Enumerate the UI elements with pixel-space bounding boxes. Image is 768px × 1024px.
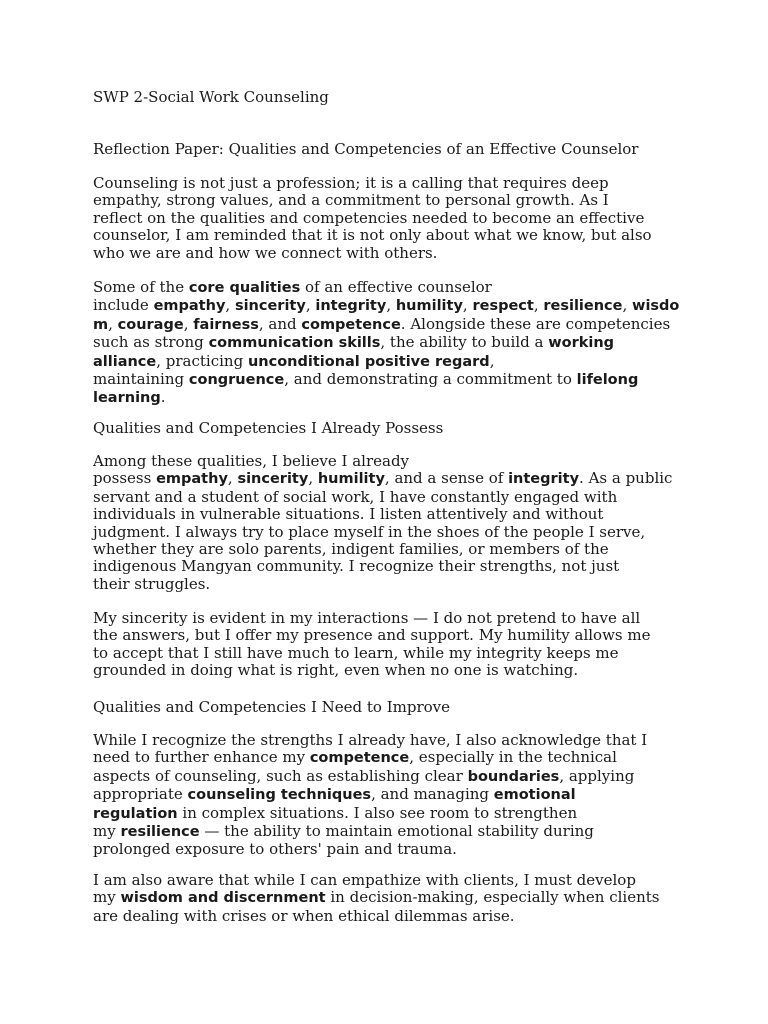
text-line (93, 786, 683, 804)
text-line (93, 541, 683, 558)
improve-paragraph (93, 732, 683, 859)
text-line (93, 732, 683, 749)
text-run: of an effective counselor (300, 278, 492, 296)
text-line: reflect on the qualities and competencies needed to become an effective (93, 208, 645, 227)
keyword: competence (309, 750, 410, 767)
text-run: in complex situations. I also see room to strengthen (177, 803, 578, 822)
text-line (93, 872, 683, 889)
text-line: the answers, but I offer my presence and support. My humility allows me (93, 626, 651, 645)
keyword: integrity (508, 471, 580, 488)
text-run: , applying (559, 766, 635, 785)
intro-paragraph (93, 175, 683, 262)
text-run: maintaining (93, 370, 189, 389)
text-line (93, 889, 683, 907)
wisdom-paragraph (93, 872, 683, 925)
keyword: core qualities (188, 280, 301, 296)
text-line (93, 749, 683, 767)
keyword: working (548, 335, 615, 352)
text-line (93, 297, 683, 315)
text-run: my (93, 888, 121, 907)
keyword: congruence (188, 372, 285, 389)
keyword: emotional (493, 787, 576, 804)
keyword: sincerity (234, 298, 306, 315)
keyword: courage (117, 316, 184, 333)
text-run: my (93, 822, 121, 841)
text-run: , (622, 296, 633, 315)
keyword: resilience (120, 824, 200, 841)
text-line (93, 279, 683, 297)
keyword: empathy (156, 471, 228, 488)
keyword: humility (317, 471, 385, 488)
keyword: wisdo (632, 298, 680, 315)
text-run: servant and a student of social work, I have constantly engaged with (93, 487, 618, 506)
keyword: boundaries (467, 768, 560, 785)
text-run: , (533, 296, 544, 315)
text-run: . (160, 388, 166, 407)
text-line (93, 453, 683, 470)
text-line (93, 768, 683, 786)
text-run: , (108, 314, 118, 333)
sincerity-paragraph (93, 610, 683, 680)
keyword: respect (472, 298, 534, 315)
text-line (93, 316, 683, 334)
keyword: learning (93, 390, 161, 407)
keyword: lifelong (576, 372, 639, 389)
text-line: to accept that I still have much to learn, while my integrity keeps me (93, 643, 619, 662)
text-line: empathy, strong values, and a commitment to personal growth. As I (93, 191, 609, 210)
text-run: , and managing (371, 785, 494, 804)
text-run: , practicing (156, 351, 248, 370)
text-line: grounded in doing what is right, even when no one is watching. (93, 661, 579, 680)
text-run: , (386, 296, 396, 315)
text-run: I am also aware that while I can empathize with clients, I must develop (93, 871, 636, 889)
text-line (93, 524, 683, 541)
possess-heading: Qualities and Competencies I Already Possess (93, 419, 444, 437)
keyword: humility (395, 298, 463, 315)
text-run: — the ability to maintain emotional stability during (199, 822, 594, 841)
text-run: , especially in the technical (409, 748, 617, 767)
keyword: sincerity (237, 471, 309, 488)
text-run: include (93, 296, 154, 315)
text-run: judgment. I always try to place myself in the shoes of the people I serve, (93, 522, 646, 541)
text-run: , (227, 469, 238, 488)
text-run: , (183, 314, 194, 333)
keyword: wisdom and discernment (120, 890, 326, 907)
text-run: . As a public (579, 469, 673, 488)
text-run: are dealing with crises or when ethical dilemmas arise. (93, 906, 515, 925)
text-line (93, 371, 683, 389)
text-run: , and demonstrating a commitment to (284, 370, 577, 389)
text-line (93, 841, 683, 858)
text-run: Among these qualities, I believe I already (93, 452, 410, 470)
text-run: , (225, 296, 235, 315)
text-run: While I recognize the strengths I already have, I also acknowledge that I (93, 731, 648, 749)
text-run: , and a sense of (384, 469, 509, 488)
text-run: in decision-making, especially when clients (325, 888, 660, 907)
text-run: such as strong (93, 333, 209, 352)
keyword: competence (301, 316, 401, 333)
keyword: fairness (193, 316, 259, 333)
text-line (93, 389, 683, 407)
text-line (93, 334, 683, 352)
possess-paragraph (93, 453, 683, 593)
keyword: unconditional positive regard (247, 353, 490, 370)
keyword: resilience (543, 298, 623, 315)
keyword: m (93, 316, 109, 333)
text-run: Some of the (93, 278, 189, 296)
text-run: indigenous Mangyan community. I recognize their strengths, not just (93, 557, 620, 576)
text-line (93, 823, 683, 841)
text-line: My sincerity is evident in my interactions — I do not pretend to have all (93, 609, 641, 627)
text-run: their struggles. (93, 574, 211, 593)
text-run: appropriate (93, 785, 188, 804)
text-run: , (305, 296, 316, 315)
text-run: , and (258, 314, 302, 333)
keyword: regulation (93, 805, 178, 822)
keyword: alliance (93, 353, 157, 370)
text-line (93, 470, 683, 488)
course-title: SWP 2-Social Work Counseling (93, 88, 329, 106)
text-line (93, 805, 683, 823)
text-run: . Alongside these are competencies (400, 314, 671, 333)
text-line (93, 506, 683, 523)
text-run: , (489, 351, 495, 370)
text-run: aspects of counseling, such as establishing clear (93, 766, 468, 785)
keyword: integrity (315, 298, 387, 315)
keyword: empathy (153, 298, 226, 315)
text-line (93, 558, 683, 575)
text-run: whether they are solo parents, indigent families, or members of the (93, 540, 609, 559)
text-line: counselor, I am reminded that it is not only about what we know, but also (93, 226, 652, 245)
text-run: need to further enhance my (93, 748, 310, 767)
text-line: Counseling is not just a profession; it is a calling that requires deep (93, 174, 609, 192)
keyword: counseling techniques (187, 787, 372, 804)
text-line (93, 908, 683, 925)
text-line: who we are and how we connect with others. (93, 243, 438, 262)
text-line (93, 353, 683, 371)
qualities-paragraph (93, 279, 683, 408)
paper-heading: Reflection Paper: Qualities and Competencies of an Effective Counselor (93, 140, 639, 158)
text-run: possess (93, 469, 157, 488)
text-run: individuals in vulnerable situations. I listen attentively and without (93, 505, 604, 524)
text-line (93, 576, 683, 593)
text-run: prolonged exposure to others' pain and trauma. (93, 840, 457, 859)
text-run: , (308, 469, 318, 488)
improve-heading: Qualities and Competencies I Need to Improve (93, 698, 451, 716)
text-line (93, 489, 683, 506)
text-run: , the ability to build a (380, 333, 549, 352)
keyword: communication skills (208, 335, 381, 352)
text-run: , (462, 296, 473, 315)
